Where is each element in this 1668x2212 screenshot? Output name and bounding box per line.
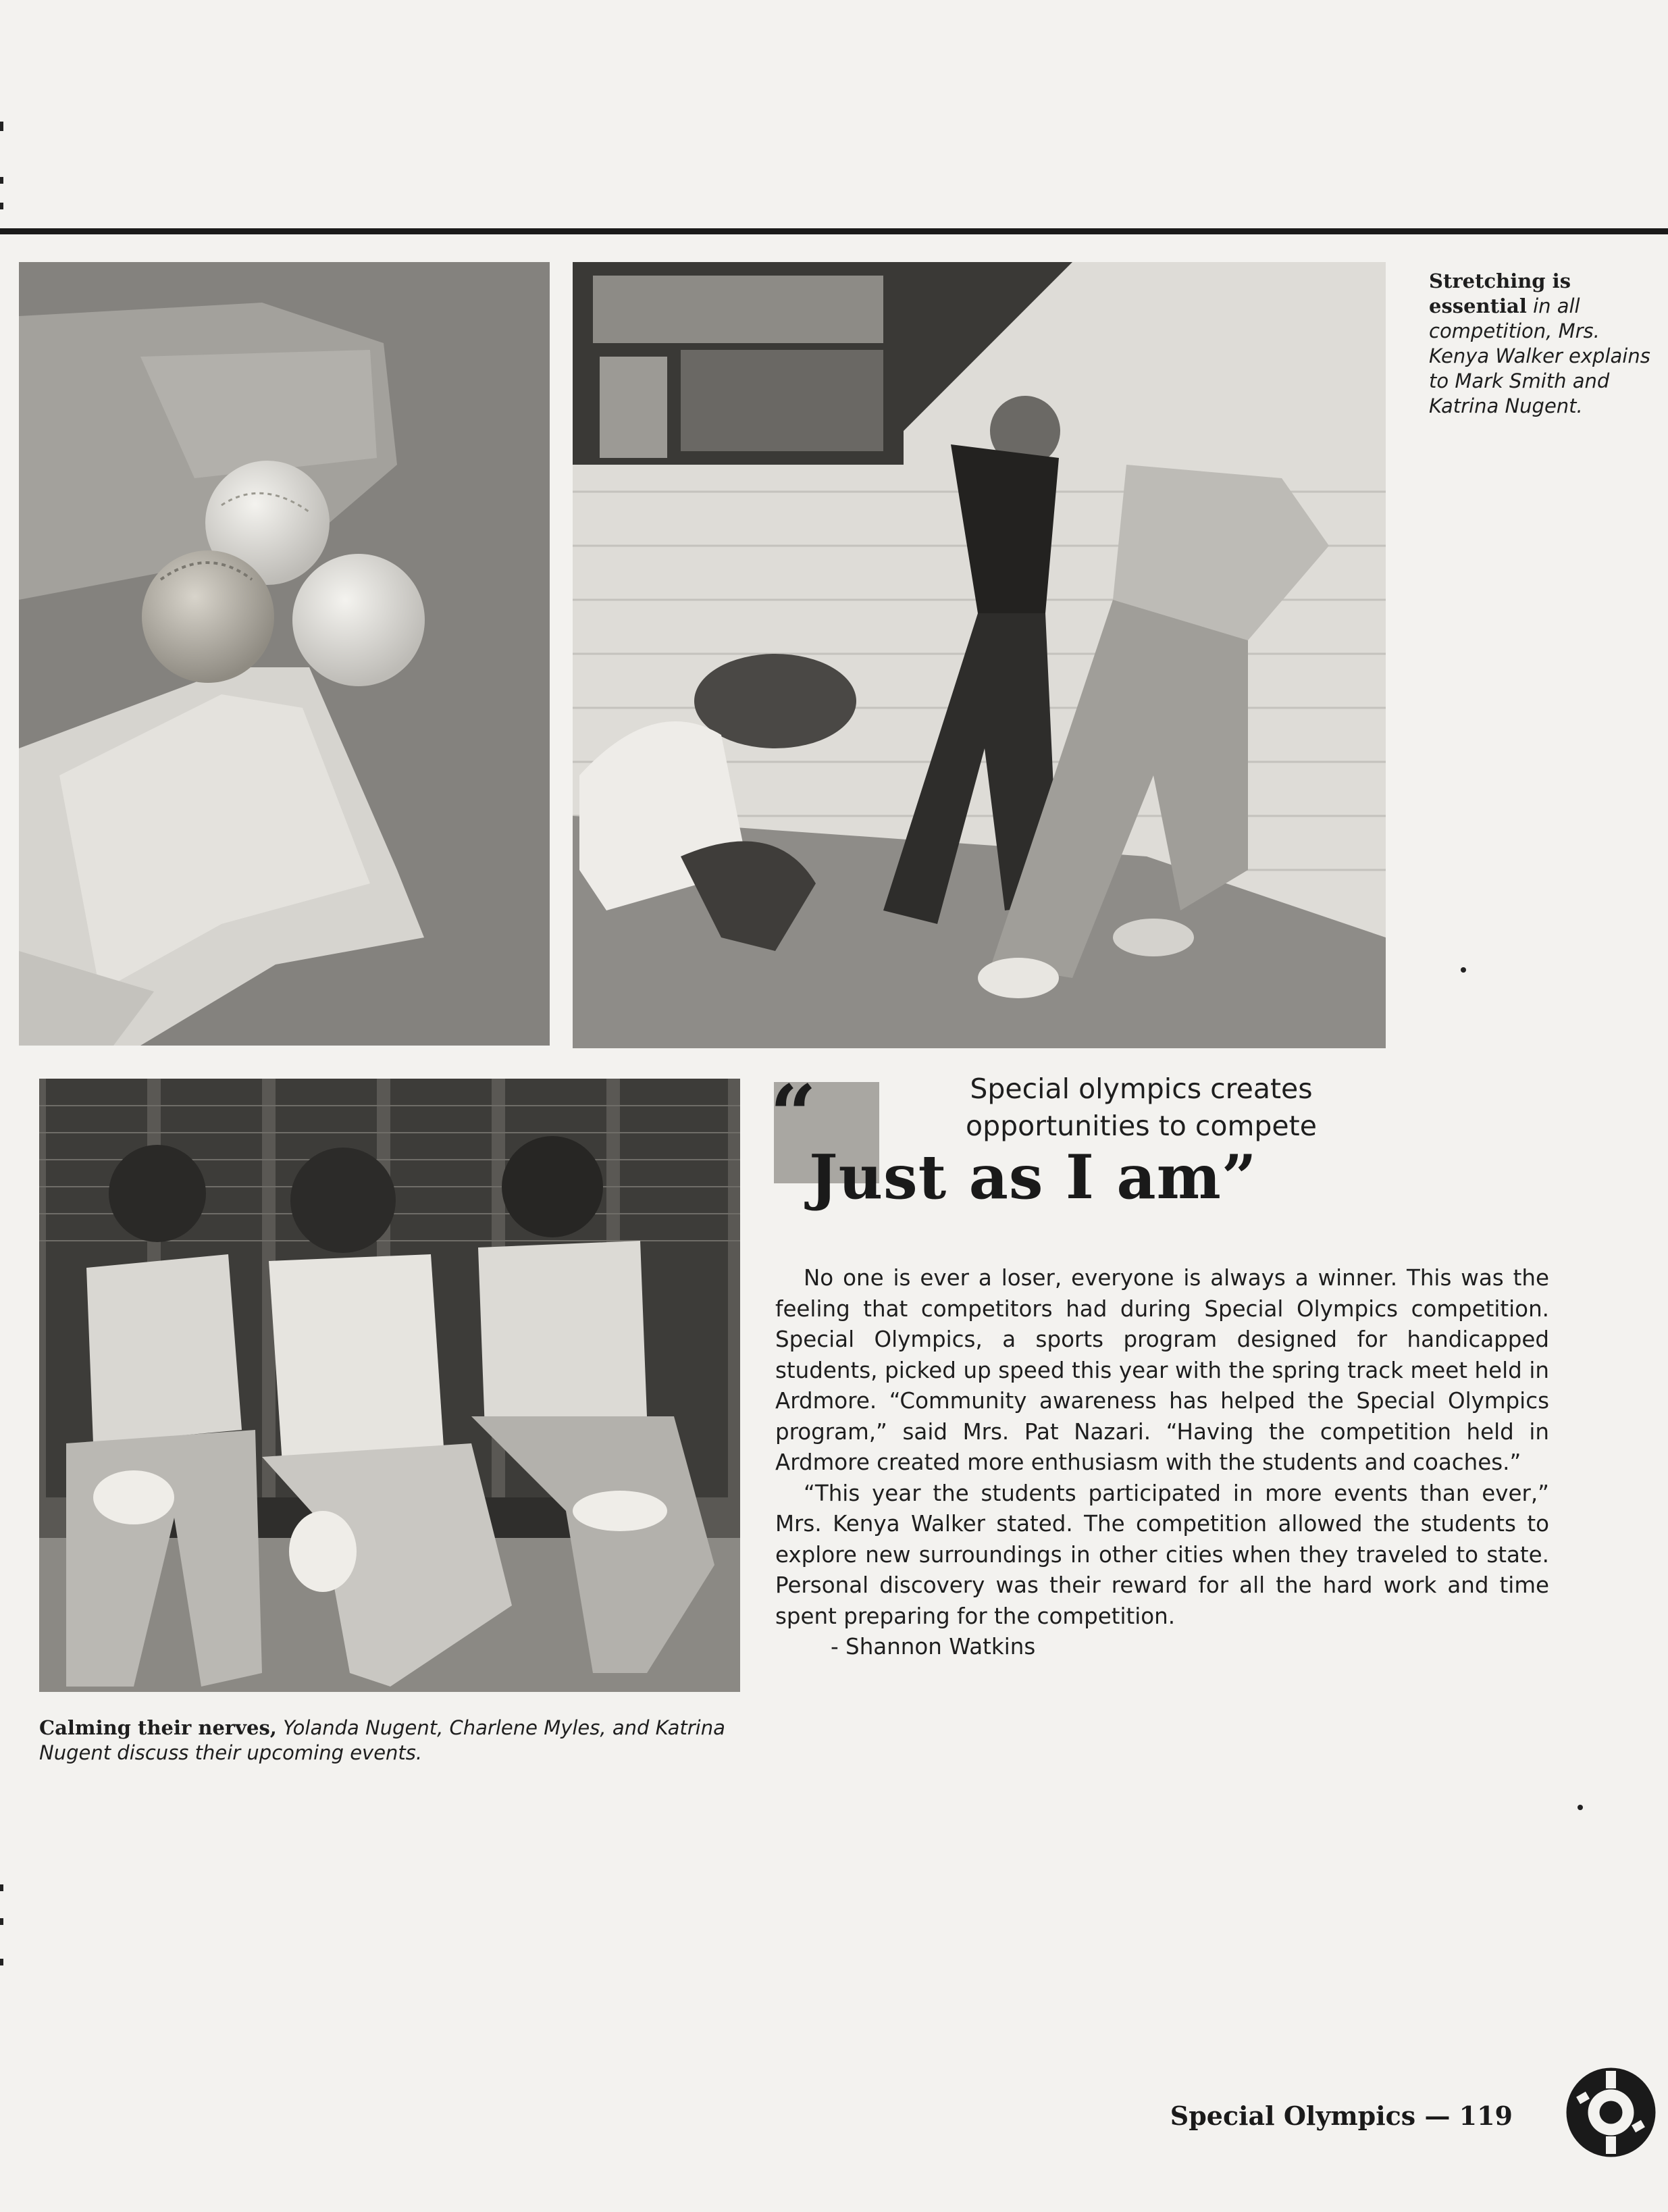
page-number: 119 [1459, 2101, 1513, 2131]
article-paragraph: “This year the students participated in more events than ever,” Mrs. Kenya Walker stated. The competition allowed the students to explore new surroundings in other cities when they traveled to state. Personal discovery was their reward for all the hard work and time spent preparing for the competition. [775, 1480, 1549, 1629]
margin-mark [0, 122, 3, 131]
caption-calming-nerves [39, 1716, 741, 1766]
print-speck [1461, 967, 1466, 973]
caption-calming-text: Yolanda Nugent, Charlene Myles, and Katrina Nugent discuss their upcoming events. [39, 1716, 725, 1764]
headline-kicker-line-2: opportunities to compete [966, 1110, 1317, 1142]
headline-kicker-line-1: Special olympics creates [970, 1073, 1313, 1105]
margin-mark [0, 1918, 3, 1925]
article-paragraph: No one is ever a loser, everyone is always a winner. This was the feeling that competitors had during Special Olympics competition. Special Olympics, a sports program designed for handicapped students, picked up speed this year with the spring track meet held in Ardmore. “Community awareness has helped the Special Olympics program,” said Mrs. Pat Nazari. “Having the competition held in Ardmore created more enthusiasm with the students and coaches.” [775, 1265, 1549, 1475]
caption-stretching-text: in all competition, Mrs. Kenya Walker explains to Mark Smith and Katrina Nugent. [1429, 294, 1650, 417]
caption-calming-lead: Calming their nerves, [39, 1716, 277, 1739]
headline-open-quote: “ [770, 1067, 817, 1162]
photo-stretching-at-wall [573, 262, 1386, 1048]
photo-locker-room-bench [39, 1079, 740, 1692]
margin-mark [0, 1884, 3, 1891]
caption-stretching-lead: Stretching is essential [1429, 269, 1571, 317]
page-folio [1170, 2101, 1513, 2131]
top-rule [0, 228, 1668, 234]
photo-softballs-on-towel [19, 262, 550, 1046]
margin-mark [0, 1959, 3, 1965]
folio-section: Special Olympics [1170, 2101, 1416, 2131]
margin-mark [0, 177, 3, 184]
article-byline: - Shannon Watkins [831, 1634, 1036, 1660]
headline-title: Just as I am” [809, 1141, 1257, 1213]
special-olympics-emblem-icon [1565, 2067, 1657, 2158]
caption-stretching [1429, 269, 1665, 419]
print-speck [1578, 1805, 1583, 1810]
folio-separator: — [1424, 2101, 1451, 2131]
article-body [775, 1263, 1549, 1663]
margin-mark [0, 203, 3, 209]
